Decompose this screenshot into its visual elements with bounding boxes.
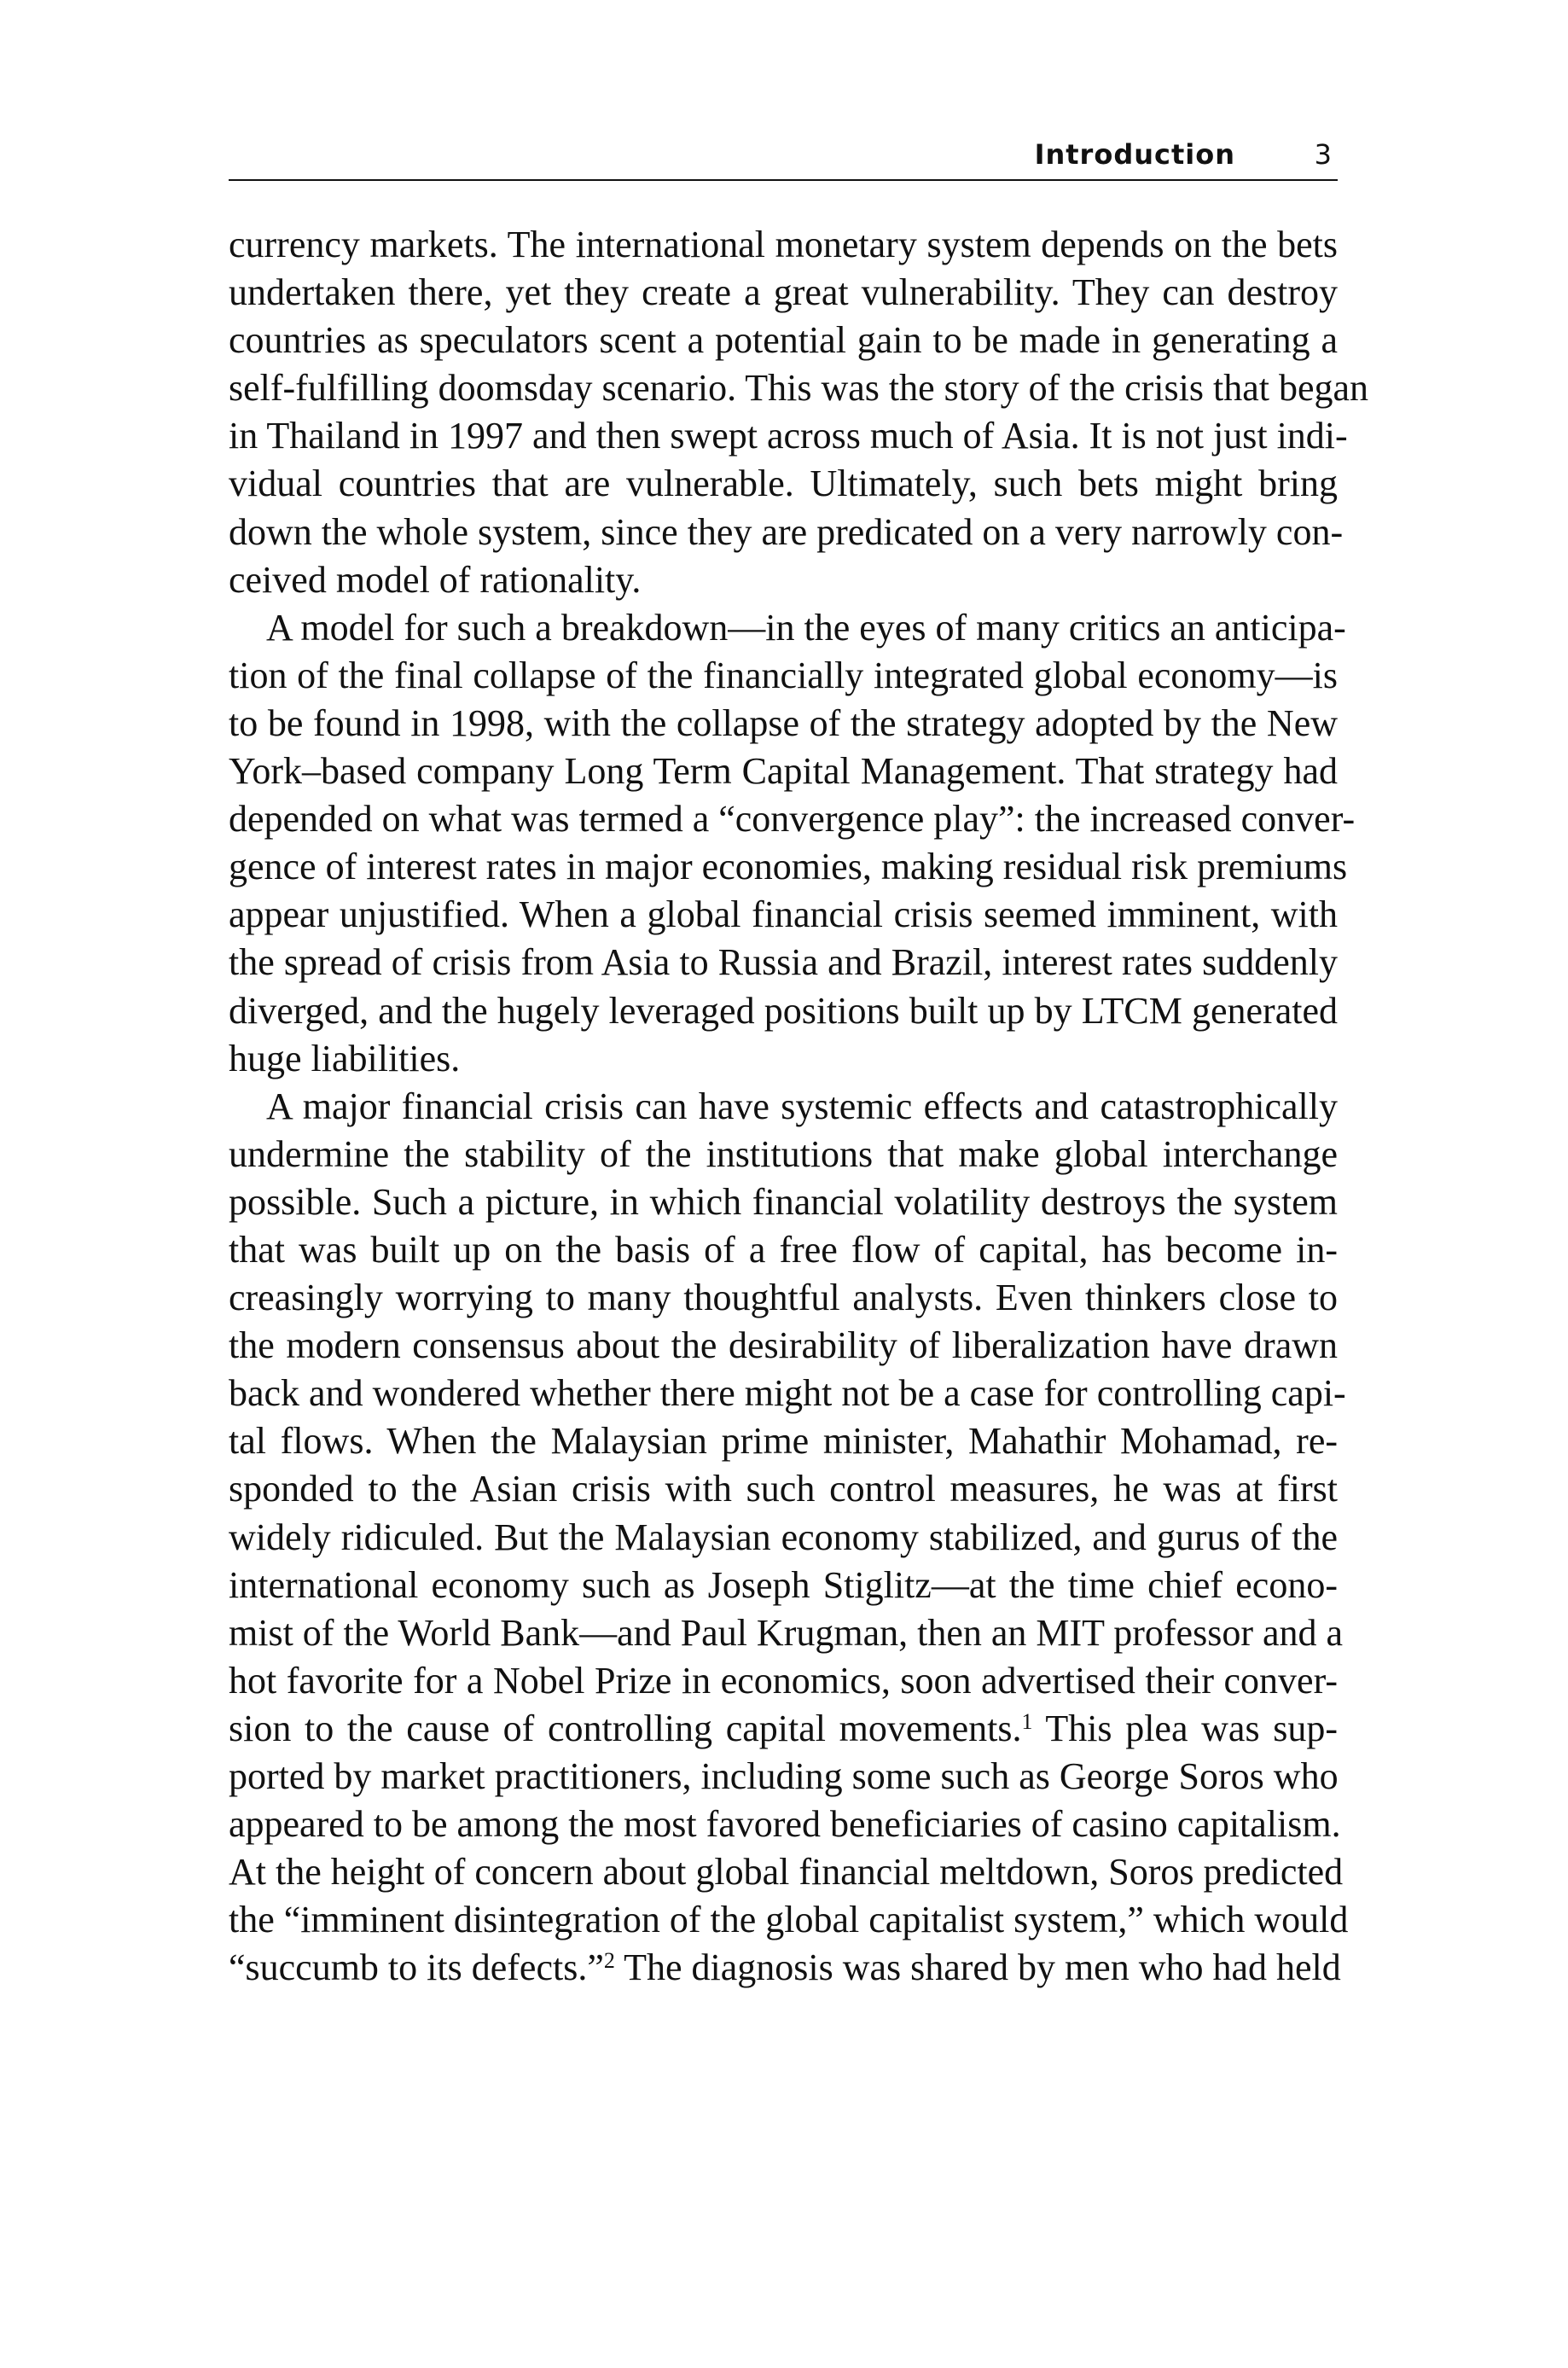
text-line: the “imminent disintegration of the global capitalist system,” which would (229, 1899, 1349, 1941)
text-line: to be found in 1998, with the collapse of the strategy adopted by the New (229, 701, 1338, 744)
text-line: ported by market practitioners, including some such as George Soros who (229, 1755, 1339, 1797)
text-segment: This plea was sup- (1032, 1707, 1338, 1749)
text-line: back and wondered whether there might not be a case for controlling capi- (229, 1372, 1346, 1415)
text-line: sponded to the Asian crisis with such control measures, he was at first (229, 1468, 1338, 1510)
text-line: undertaken there, yet they create a great vulnerability. They can destroy (229, 271, 1338, 314)
text-line: A major financial crisis can have systemic effects and catastrophically (266, 1085, 1338, 1127)
text-line: undermine the stability of the institutions that make global interchange (229, 1132, 1338, 1175)
text-line: York–based company Long Term Capital Management. That strategy had (229, 750, 1338, 793)
text-line: possible. Such a picture, in which financial volatility destroys the system (229, 1180, 1338, 1223)
text-line: the modern consensus about the desirability of liberalization have drawn (229, 1324, 1338, 1367)
text-line: that was built up on the basis of a free flow of capital, has become in- (229, 1228, 1338, 1271)
text-line: diverged, and the hugely leveraged positions built up by LTCM generated (229, 989, 1338, 1032)
text-line: tal flows. When the Malaysian prime minister, Mahathir Mohamad, re- (229, 1420, 1338, 1463)
text-line: A model for such a breakdown—in the eyes of many critics an anticipa- (266, 606, 1346, 649)
text-line: international economy such as Joseph Stiglitz—at the time chief econo- (229, 1563, 1338, 1606)
footnote-mark-2: 2 (603, 1948, 615, 1974)
running-head (229, 128, 1338, 181)
text-line: currency markets. The international monetary system depends on the bets (229, 224, 1338, 265)
text-line-with-footnote (229, 1944, 1341, 1992)
text-line: vidual countries that are vulnerable. Ultimately, such bets might bring (229, 463, 1338, 505)
text-segment: sion to the cause of controlling capital movements. (229, 1707, 1022, 1749)
text-line-with-footnote (229, 1705, 1338, 1753)
text-line: widely ridiculed. But the Malaysian economy stabilized, and gurus of the (229, 1516, 1338, 1558)
text-line: depended on what was termed a “convergence play”: the increased conver- (229, 798, 1356, 841)
text-line: gence of interest rates in major economies, making residual risk premiums (229, 846, 1348, 888)
text-line: tion of the final collapse of the financially integrated global economy—is (229, 654, 1338, 696)
body-text (229, 221, 1369, 1992)
text-segment: The diagnosis was shared by men who had held (614, 1946, 1341, 1989)
running-head-title: Introduction (1034, 138, 1235, 171)
text-line: creasingly worrying to many thoughtful analysts. Even thinkers close to (229, 1277, 1338, 1319)
text-line: in Thailand in 1997 and then swept across much of Asia. It is not just indi- (229, 415, 1348, 457)
text-line: self-fulfilling doomsday scenario. This was the story of the crisis that began (229, 367, 1369, 410)
text-line: the spread of crisis from Asia to Russia and Brazil, interest rates suddenly (229, 941, 1338, 984)
text-line: appeared to be among the most favored beneficiaries of casino capitalism. (229, 1803, 1341, 1846)
text-line: countries as speculators scent a potential gain to be made in generating a (229, 319, 1338, 362)
page-number: 3 (1314, 138, 1333, 171)
text-segment: “succumb to its defects.” (229, 1946, 604, 1989)
text-line: appear unjustified. When a global financial crisis seemed imminent, with (229, 893, 1338, 936)
text-line: hot favorite for a Nobel Prize in economics, soon advertised their conver- (229, 1659, 1338, 1702)
footnote-mark-1: 1 (1021, 1708, 1033, 1734)
text-line: At the height of concern about global financial meltdown, Soros predicted (229, 1851, 1344, 1894)
header-rule (229, 179, 1338, 181)
text-line: ceived model of rationality. (229, 558, 642, 601)
text-line: mist of the World Bank—and Paul Krugman, then an MIT professor and a (229, 1611, 1344, 1654)
text-line: down the whole system, since they are predicated on a very narrowly con- (229, 510, 1344, 553)
text-line: huge liabilities. (229, 1037, 461, 1079)
